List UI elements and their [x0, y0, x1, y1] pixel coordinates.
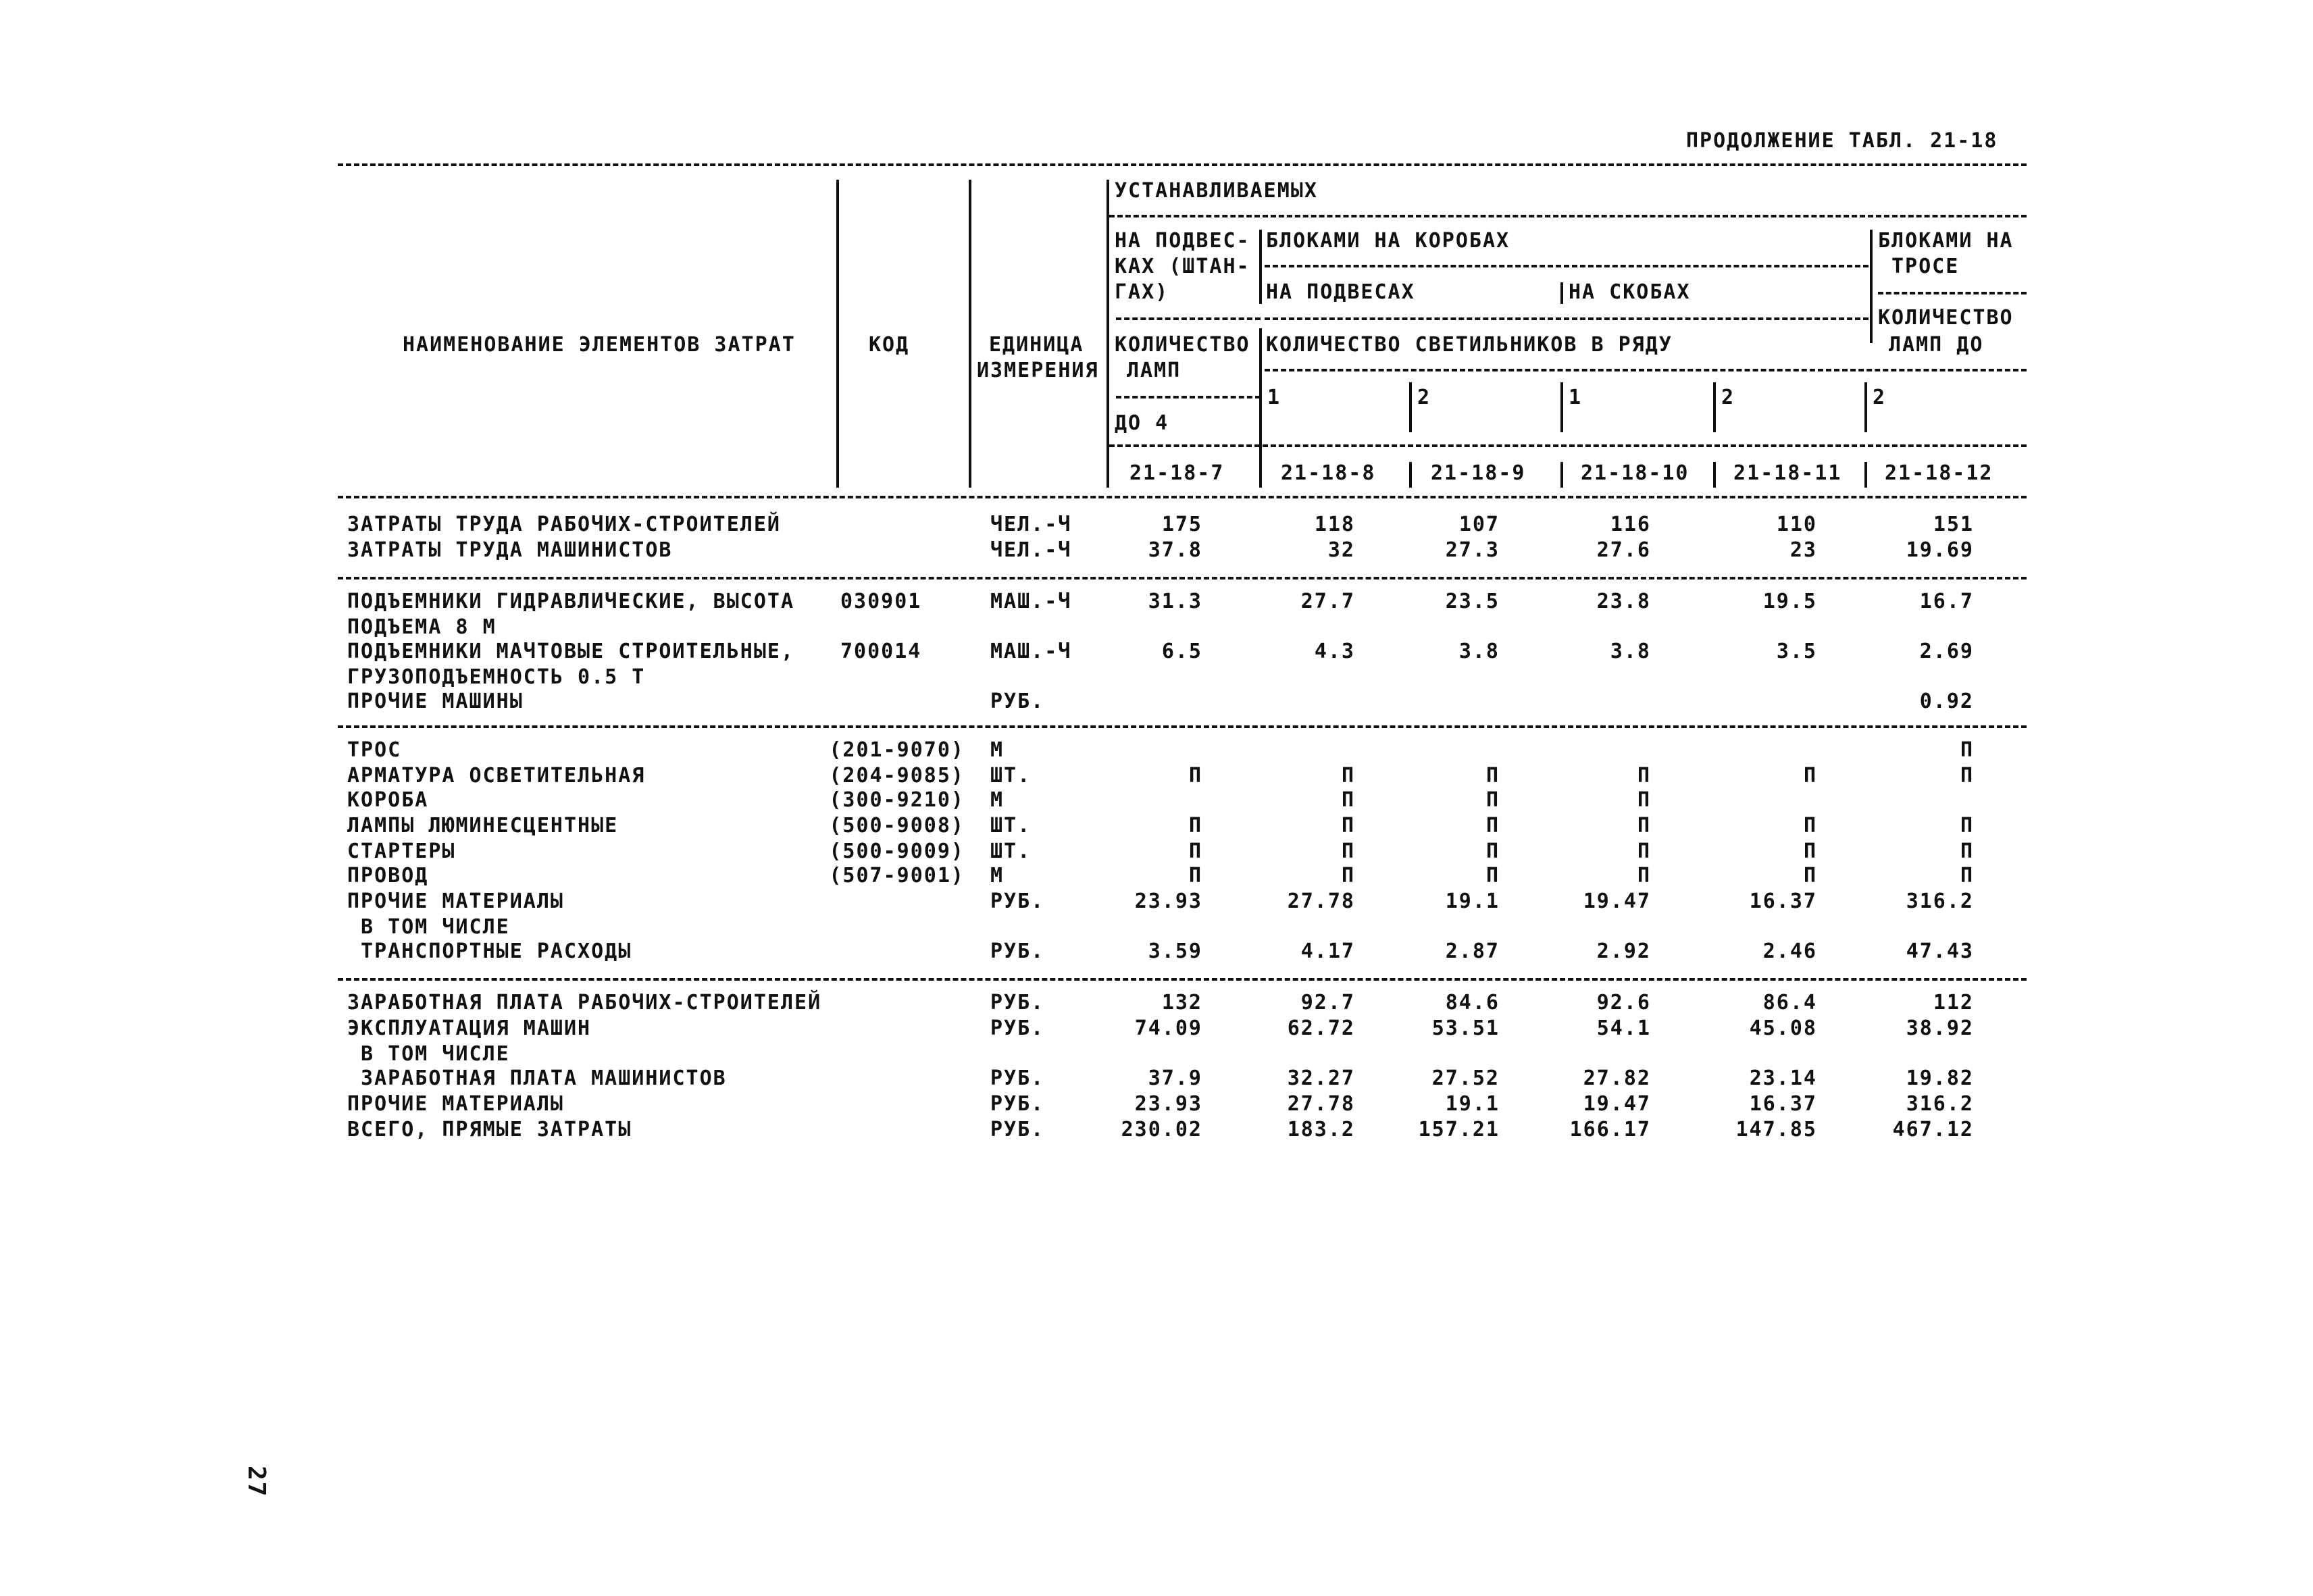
row-value: 31.3: [1148, 590, 1202, 613]
row-value: П: [1637, 764, 1651, 788]
header-n2a: 2: [1417, 386, 1431, 409]
code-21-18-8: 21-18-8: [1281, 461, 1376, 485]
header-podves-line3: ГАХ): [1115, 280, 1169, 304]
row-value: 3.59: [1148, 939, 1202, 963]
row-value: 32: [1327, 538, 1355, 562]
vbar-code-11: [1713, 462, 1716, 488]
row-value: П: [1188, 840, 1202, 863]
row-value: П: [1960, 840, 1974, 863]
vbar-n2b: [1713, 382, 1716, 432]
row-value: 175: [1161, 513, 1202, 536]
row-name: ВСЕГО, ПРЯМЫЕ ЗАТРАТЫ: [347, 1118, 632, 1141]
row-value: П: [1341, 814, 1355, 838]
rule-section-3: [338, 725, 2027, 728]
row-unit: ЧЕЛ.-Ч: [990, 513, 1072, 536]
vbar-n2a: [1409, 382, 1412, 432]
row-value: П: [1637, 788, 1651, 812]
rule-tros-under: [1878, 292, 2027, 294]
header-code: КОД: [869, 333, 910, 357]
vbar-code-12: [1864, 462, 1867, 488]
row-value: 19.1: [1445, 890, 1500, 913]
header-n1b: 1: [1569, 386, 1583, 409]
row-value: П: [1803, 840, 1817, 863]
page-number: 27: [243, 1466, 270, 1498]
row-value: 2.87: [1445, 939, 1500, 963]
row-name: В ТОМ ЧИСЛЕ: [347, 915, 510, 939]
row-value: 47.43: [1906, 939, 1974, 963]
row-value: 84.6: [1445, 991, 1500, 1014]
row-code: (201-9070): [829, 738, 965, 762]
row-code: (500-9008): [829, 814, 965, 838]
row-value: П: [1637, 864, 1651, 887]
row-value: 19.69: [1906, 538, 1974, 562]
row-value: 16.7: [1919, 590, 1974, 613]
header-na-podvesah: НА ПОДВЕСАХ: [1266, 280, 1415, 304]
row-value: 92.6: [1596, 991, 1651, 1014]
row-value: 27.82: [1583, 1066, 1651, 1090]
row-code: 030901: [840, 590, 922, 613]
row-unit: ШТ.: [990, 814, 1032, 838]
row-value: 166.17: [1569, 1118, 1651, 1141]
row-value: П: [1637, 814, 1651, 838]
row-name: ПРОЧИЕ МАШИНЫ: [347, 690, 524, 713]
header-kol-lamp-line2: ЛАМП: [1127, 359, 1181, 382]
row-value: П: [1485, 814, 1500, 838]
row-value: П: [1485, 788, 1500, 812]
row-unit: РУБ.: [990, 690, 1045, 713]
row-value: 62.72: [1287, 1016, 1355, 1040]
row-code: (507-9001): [829, 864, 965, 887]
header-tros-line2: ТРОСЕ: [1891, 255, 1960, 278]
header-podves-line1: НА ПОДВЕС-: [1115, 229, 1250, 253]
row-value: П: [1803, 814, 1817, 838]
row-name: ТРАНСПОРТНЫЕ РАСХОДЫ: [347, 939, 632, 963]
row-value: 23.93: [1134, 890, 1202, 913]
row-name: В ТОМ ЧИСЛЕ: [347, 1042, 510, 1066]
code-21-18-10: 21-18-10: [1581, 461, 1689, 485]
row-name: ПРОЧИЕ МАТЕРИАЛЫ: [347, 890, 564, 913]
row-value: 54.1: [1596, 1016, 1651, 1040]
row-value: П: [1341, 840, 1355, 863]
row-value: 92.7: [1300, 991, 1355, 1014]
row-value: 38.92: [1906, 1016, 1974, 1040]
row-value: П: [1341, 788, 1355, 812]
row-code: (204-9085): [829, 764, 965, 788]
row-value: 2.69: [1919, 640, 1974, 663]
rule-codes-over: [1109, 444, 2027, 447]
rule-section-2: [338, 577, 2027, 580]
header-do4: ДО 4: [1115, 411, 1169, 435]
header-kol-lamp-line1: КОЛИЧЕСТВО: [1115, 333, 1250, 357]
row-value: 19.5: [1762, 590, 1817, 613]
vbar-skobah: [1560, 282, 1563, 304]
row-value: 147.85: [1735, 1118, 1817, 1141]
row-name: ТРОС: [347, 738, 402, 762]
row-value: 27.78: [1287, 1092, 1355, 1116]
rule-top: [338, 163, 2027, 166]
row-name: ЗАТРАТЫ ТРУДА РАБОЧИХ-СТРОИТЕЛЕЙ: [347, 513, 781, 536]
row-value: П: [1960, 738, 1974, 762]
row-value: 37.9: [1148, 1066, 1202, 1090]
row-value: П: [1803, 864, 1817, 887]
row-value: 316.2: [1906, 1092, 1974, 1116]
row-value: 74.09: [1134, 1016, 1202, 1040]
header-n2c: 2: [1873, 386, 1887, 409]
row-unit: РУБ.: [990, 1066, 1045, 1090]
row-name: ПРОВОД: [347, 864, 429, 887]
row-value: 19.82: [1906, 1066, 1974, 1090]
vbar-code-10: [1560, 462, 1563, 488]
row-unit: РУБ.: [990, 1118, 1045, 1141]
row-unit: М: [990, 738, 1005, 762]
row-value: 467.12: [1892, 1118, 1974, 1141]
row-value: 0.92: [1919, 690, 1974, 713]
header-n1a: 1: [1267, 386, 1281, 409]
row-value: 316.2: [1906, 890, 1974, 913]
row-value: 4.17: [1300, 939, 1355, 963]
row-value: 2.92: [1596, 939, 1651, 963]
row-value: 19.1: [1445, 1092, 1500, 1116]
row-code: 700014: [840, 640, 922, 663]
row-value: 132: [1161, 991, 1202, 1014]
row-value: 16.37: [1749, 890, 1817, 913]
rule-lamp-under: [1116, 396, 1261, 398]
vbar-code-9: [1409, 462, 1412, 488]
header-kol-svet: КОЛИЧЕСТВО СВЕТИЛЬНИКОВ В РЯДУ: [1266, 333, 1673, 357]
row-value: 118: [1314, 513, 1355, 536]
row-unit: РУБ.: [990, 890, 1045, 913]
row-value: П: [1960, 814, 1974, 838]
row-value: 6.5: [1161, 640, 1202, 663]
row-unit: М: [990, 788, 1005, 812]
vbar-code-8: [1259, 462, 1262, 488]
row-value: П: [1960, 764, 1974, 788]
row-unit: ШТ.: [990, 840, 1032, 863]
rule-korob-under: [1265, 265, 1869, 267]
rule-podves-under: [1116, 317, 1261, 320]
row-code: (500-9009): [829, 840, 965, 863]
row-unit: ЧЕЛ.-Ч: [990, 538, 1072, 562]
row-value: 3.8: [1610, 640, 1651, 663]
vbar-code-unit: [969, 180, 971, 488]
row-value: П: [1485, 764, 1500, 788]
row-value: 37.8: [1148, 538, 1202, 562]
code-21-18-9: 21-18-9: [1431, 461, 1526, 485]
header-n2b: 2: [1721, 386, 1735, 409]
rule-sub-under: [1265, 317, 1869, 320]
row-name: ЗАРАБОТНАЯ ПЛАТА РАБОЧИХ-СТРОИТЕЛЕЙ: [347, 991, 822, 1014]
row-value: 23.93: [1134, 1092, 1202, 1116]
rule-section-4: [338, 978, 2027, 981]
row-name: ПОДЪЕМНИКИ МАЧТОВЫЕ СТРОИТЕЛЬНЫЕ,: [347, 640, 795, 663]
rule-kol-under: [1265, 369, 2027, 371]
header-tros-line1: БЛОКАМИ НА: [1878, 229, 2014, 253]
row-value: П: [1637, 840, 1651, 863]
header-kol-lamp-do-line1: КОЛИЧЕСТВО: [1878, 306, 2014, 330]
row-value: 19.47: [1583, 890, 1651, 913]
row-value: 19.47: [1583, 1092, 1651, 1116]
header-group: УСТАНАВЛИВАЕМЫХ: [1115, 179, 1318, 203]
row-unit: РУБ.: [990, 1016, 1045, 1040]
rule-header-bottom: [338, 496, 2027, 498]
row-value: П: [1485, 864, 1500, 887]
row-value: 23.5: [1445, 590, 1500, 613]
row-name: АРМАТУРА ОСВЕТИТЕЛЬНАЯ: [347, 764, 646, 788]
rule-group-under: [1109, 215, 2027, 217]
row-value: 23.14: [1749, 1066, 1817, 1090]
row-value: П: [1188, 814, 1202, 838]
row-unit: МАШ.-Ч: [990, 590, 1072, 613]
vbar-name-code: [836, 180, 839, 488]
row-value: 16.37: [1749, 1092, 1817, 1116]
row-value: 183.2: [1287, 1118, 1355, 1141]
row-value: 2.46: [1762, 939, 1817, 963]
continuation-caption: ПРОДОЛЖЕНИЕ ТАБЛ. 21-18: [1686, 129, 1998, 153]
row-unit: РУБ.: [990, 939, 1045, 963]
row-value: 107: [1458, 513, 1500, 536]
header-podves-line2: КАХ (ШТАН-: [1115, 255, 1250, 278]
row-value: 27.78: [1287, 890, 1355, 913]
vbar-korob-tros: [1870, 230, 1873, 343]
row-value: 230.02: [1121, 1118, 1202, 1141]
header-kol-lamp-do-line2: ЛАМП ДО: [1889, 333, 1984, 357]
row-value: 3.8: [1458, 640, 1500, 663]
row-name: ПОДЪЕМА 8 М: [347, 615, 497, 639]
row-unit: МАШ.-Ч: [990, 640, 1072, 663]
header-unit-line1: ЕДИНИЦА: [989, 333, 1084, 357]
row-value: 32.27: [1287, 1066, 1355, 1090]
row-value: П: [1188, 864, 1202, 887]
header-na-skobah: НА СКОБАХ: [1569, 280, 1691, 304]
row-value: 53.51: [1431, 1016, 1500, 1040]
row-value: 86.4: [1762, 991, 1817, 1014]
header-name: НАИМЕНОВАНИЕ ЭЛЕМЕНТОВ ЗАТРАТ: [403, 333, 796, 357]
vbar-n1b: [1560, 382, 1563, 432]
row-value: 151: [1933, 513, 1974, 536]
row-value: 27.7: [1300, 590, 1355, 613]
vbar-podves-korob: [1259, 230, 1262, 304]
code-21-18-7: 21-18-7: [1129, 461, 1225, 485]
row-value: П: [1341, 864, 1355, 887]
row-name: ЛАМПЫ ЛЮМИНЕСЦЕНТНЫЕ: [347, 814, 619, 838]
row-name: ГРУЗОПОДЪЕМНОСТЬ 0.5 Т: [347, 665, 646, 689]
row-name: ЗАРАБОТНАЯ ПЛАТА МАШИНИСТОВ: [347, 1066, 727, 1090]
code-21-18-12: 21-18-12: [1885, 461, 1993, 485]
row-unit: РУБ.: [990, 991, 1045, 1014]
row-value: П: [1803, 764, 1817, 788]
vbar-n2c: [1864, 382, 1867, 432]
row-value: 3.5: [1776, 640, 1817, 663]
row-name: СТАРТЕРЫ: [347, 840, 456, 863]
row-value: 157.21: [1418, 1118, 1500, 1141]
row-unit: РУБ.: [990, 1092, 1045, 1116]
row-unit: М: [990, 864, 1005, 887]
row-value: 27.52: [1431, 1066, 1500, 1090]
row-value: 27.6: [1596, 538, 1651, 562]
row-value: 112: [1933, 991, 1974, 1014]
row-value: 116: [1610, 513, 1651, 536]
row-value: 27.3: [1445, 538, 1500, 562]
row-value: П: [1341, 764, 1355, 788]
code-21-18-11: 21-18-11: [1733, 461, 1842, 485]
row-code: (300-9210): [829, 788, 965, 812]
row-value: 23: [1789, 538, 1817, 562]
row-value: 4.3: [1314, 640, 1355, 663]
row-value: П: [1485, 840, 1500, 863]
row-name: ПРОЧИЕ МАТЕРИАЛЫ: [347, 1092, 564, 1116]
row-value: 45.08: [1749, 1016, 1817, 1040]
header-unit-line2: ИЗМЕРЕНИЯ: [977, 359, 1099, 382]
row-name: ПОДЪЕМНИКИ ГИДРАВЛИЧЕСКИЕ, ВЫСОТА: [347, 590, 795, 613]
row-value: П: [1960, 864, 1974, 887]
row-name: КОРОБА: [347, 788, 429, 812]
header-korob: БЛОКАМИ НА КОРОБАХ: [1266, 229, 1510, 253]
row-unit: ШТ.: [990, 764, 1032, 788]
row-name: ЭКСПЛУАТАЦИЯ МАШИН: [347, 1016, 592, 1040]
row-name: ЗАТРАТЫ ТРУДА МАШИНИСТОВ: [347, 538, 673, 562]
row-value: 23.8: [1596, 590, 1651, 613]
row-value: 110: [1776, 513, 1817, 536]
vbar-unit-vals: [1107, 180, 1109, 488]
row-value: П: [1188, 764, 1202, 788]
